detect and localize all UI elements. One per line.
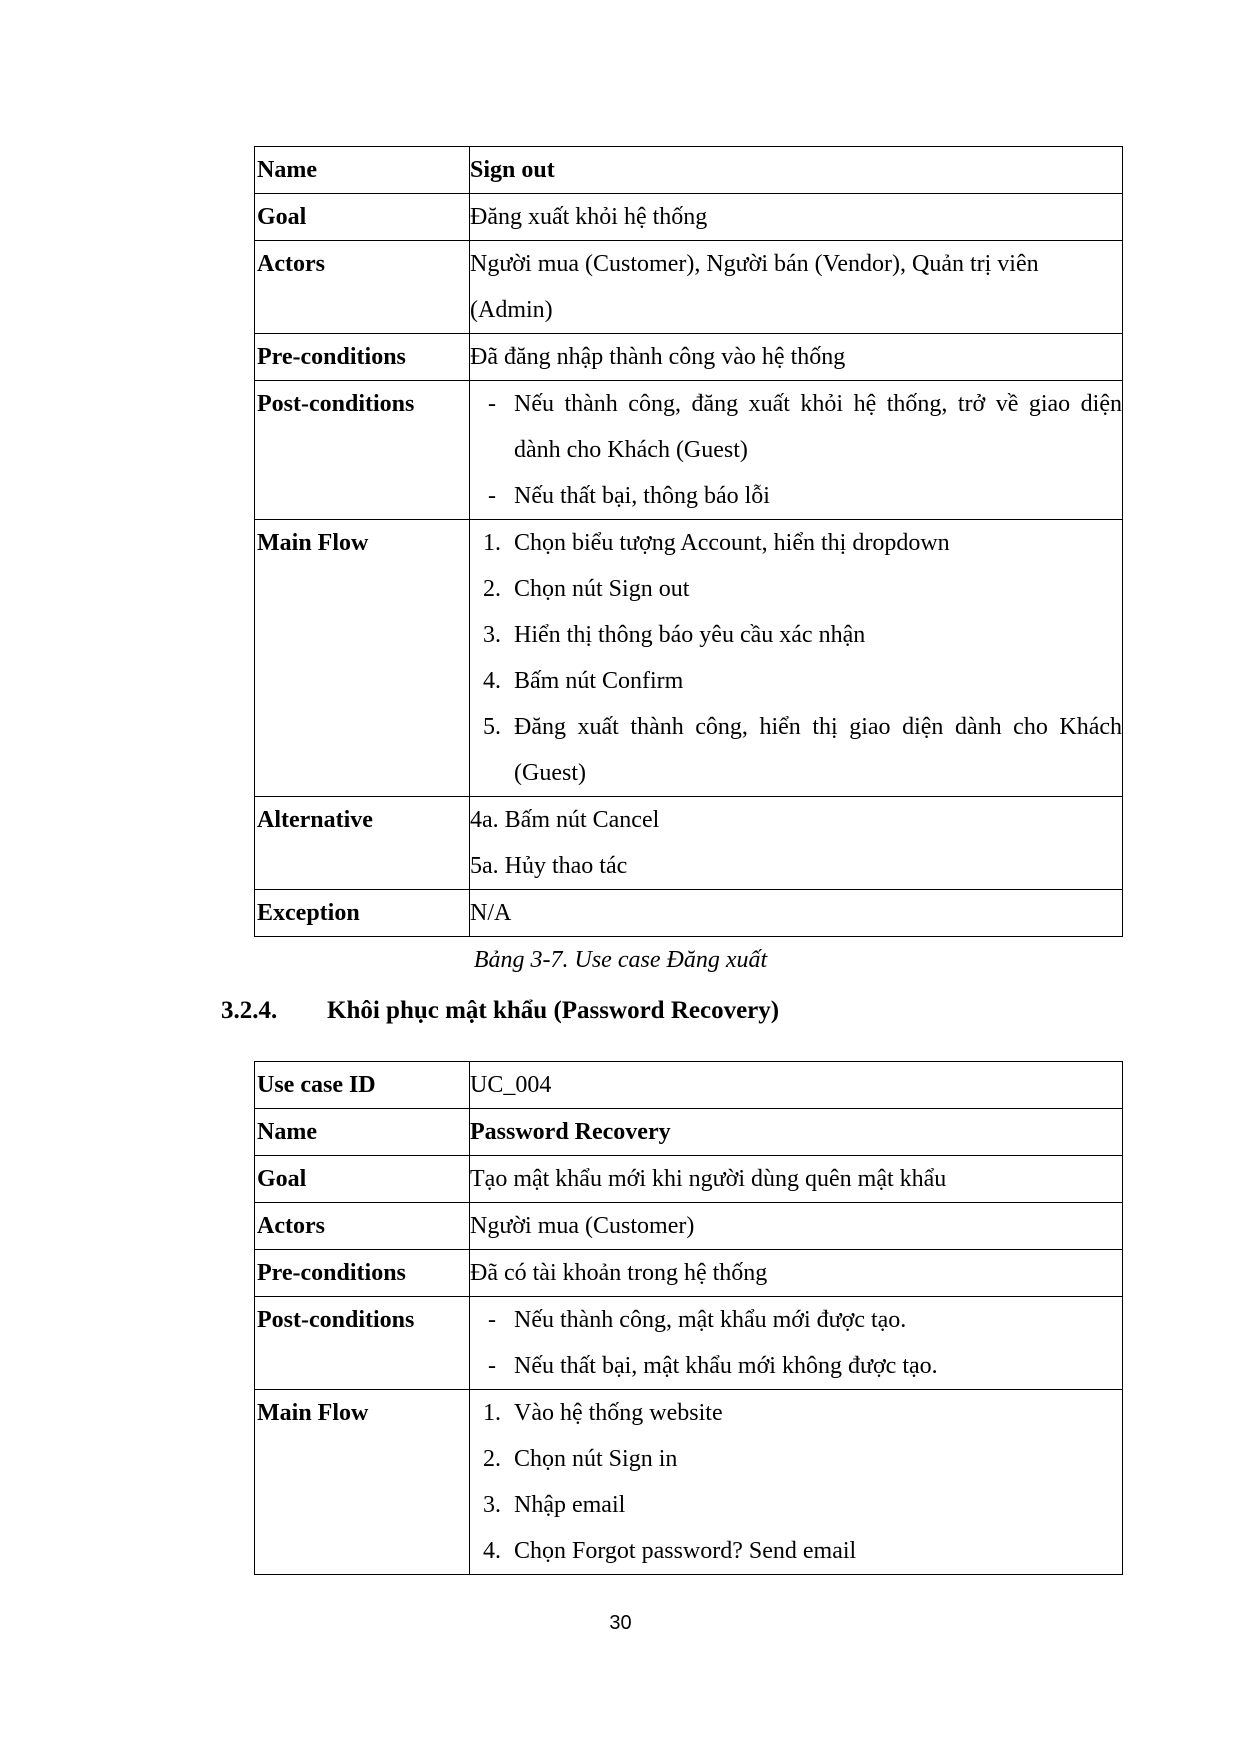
list-text: Nhập email bbox=[514, 1492, 626, 1518]
list-item bbox=[470, 566, 1122, 612]
row-label: Main Flow bbox=[255, 1390, 470, 1575]
list-item: 4a. Bấm nút Cancel bbox=[470, 807, 660, 833]
section-heading bbox=[221, 996, 779, 1026]
row-label: Main Flow bbox=[255, 520, 470, 797]
alternative-list bbox=[470, 797, 1123, 890]
row-label: Goal bbox=[255, 1156, 470, 1203]
table-caption: Bảng 3-7. Use case Đăng xuất bbox=[473, 947, 768, 973]
main-flow-list bbox=[470, 1390, 1123, 1575]
row-label: Name bbox=[255, 147, 470, 194]
list-text: Đăng xuất thành công, hiển thị giao diện dành cho Khách (Guest) bbox=[514, 714, 1122, 786]
actors-value: Người mua (Customer) bbox=[470, 1203, 1123, 1250]
table-row bbox=[255, 334, 1123, 381]
list-text: Nếu thất bại, thông báo lỗi bbox=[514, 483, 770, 509]
list-marker: 4. bbox=[483, 668, 501, 694]
list-item: 5a. Hủy thao tác bbox=[470, 853, 628, 879]
list-marker: 2. bbox=[483, 576, 501, 602]
list-item bbox=[470, 1436, 1122, 1482]
list-marker: 1. bbox=[483, 1400, 501, 1426]
list-text: Vào hệ thống website bbox=[514, 1400, 723, 1426]
table-row bbox=[255, 1390, 1123, 1575]
table-row bbox=[255, 1250, 1123, 1297]
list-marker: 2. bbox=[483, 1446, 501, 1472]
use-case-name: Sign out bbox=[470, 147, 1123, 194]
use-case-table-password-recovery bbox=[254, 1061, 1123, 1575]
goal-value: Đăng xuất khỏi hệ thống bbox=[470, 194, 1123, 241]
list-item bbox=[470, 1343, 1122, 1389]
actors-value: Người mua (Customer), Người bán (Vendor), Quản trị viên (Admin) bbox=[470, 241, 1123, 334]
table-row bbox=[255, 890, 1123, 937]
list-marker: - bbox=[488, 1307, 496, 1333]
page-number: 30 bbox=[609, 1612, 632, 1634]
list-text: Hiển thị thông báo yêu cầu xác nhận bbox=[514, 622, 866, 648]
row-label: Exception bbox=[255, 890, 470, 937]
use-case-id-value: UC_004 bbox=[470, 1062, 1123, 1109]
table-row bbox=[255, 1203, 1123, 1250]
list-text: Chọn nút Sign in bbox=[514, 1446, 678, 1472]
row-label: Actors bbox=[255, 241, 470, 334]
row-label: Use case ID bbox=[255, 1062, 470, 1109]
list-item bbox=[470, 1482, 1122, 1528]
main-flow-list bbox=[470, 520, 1123, 797]
list-marker: 1. bbox=[483, 530, 501, 556]
list-text: Nếu thành công, đăng xuất khỏi hệ thống, trở về giao diện dành cho Khách (Guest) bbox=[514, 391, 1122, 463]
pre-conditions-value: Đã có tài khoản trong hệ thống bbox=[470, 1250, 1123, 1297]
row-label: Alternative bbox=[255, 797, 470, 890]
table-row bbox=[255, 194, 1123, 241]
post-conditions-list bbox=[470, 1297, 1123, 1390]
list-item bbox=[470, 1390, 1122, 1436]
table-row bbox=[255, 1062, 1123, 1109]
table-row bbox=[255, 241, 1123, 334]
goal-value: Tạo mật khẩu mới khi người dùng quên mật khẩu bbox=[470, 1156, 1123, 1203]
table-row bbox=[255, 1156, 1123, 1203]
list-text: Bấm nút Confirm bbox=[514, 668, 684, 694]
list-marker: - bbox=[488, 483, 496, 509]
table-row bbox=[255, 797, 1123, 890]
use-case-name: Password Recovery bbox=[470, 1109, 1123, 1156]
list-text: Chọn Forgot password? Send email bbox=[514, 1538, 857, 1564]
list-marker: - bbox=[488, 391, 496, 417]
list-item bbox=[470, 704, 1122, 796]
table-row bbox=[255, 1297, 1123, 1390]
table-row bbox=[255, 381, 1123, 520]
use-case-table-sign-out bbox=[254, 146, 1123, 937]
section-number: 3.2.4. bbox=[221, 997, 278, 1024]
list-marker: 3. bbox=[483, 622, 501, 648]
row-label: Pre-conditions bbox=[255, 334, 470, 381]
pre-conditions-value: Đã đăng nhập thành công vào hệ thống bbox=[470, 334, 1123, 381]
list-item bbox=[470, 381, 1122, 473]
row-label: Post-conditions bbox=[255, 381, 470, 520]
list-text: Chọn biểu tượng Account, hiển thị dropdown bbox=[514, 530, 950, 556]
list-text: Nếu thành công, mật khẩu mới được tạo. bbox=[514, 1307, 907, 1333]
list-marker: - bbox=[488, 1353, 496, 1379]
list-marker: 3. bbox=[483, 1492, 501, 1518]
list-item bbox=[470, 612, 1122, 658]
list-marker: 5. bbox=[483, 714, 501, 740]
list-item bbox=[470, 658, 1122, 704]
table-row bbox=[255, 147, 1123, 194]
row-label: Pre-conditions bbox=[255, 1250, 470, 1297]
row-label: Name bbox=[255, 1109, 470, 1156]
exception-value: N/A bbox=[470, 890, 1123, 937]
row-label: Goal bbox=[255, 194, 470, 241]
table-row bbox=[255, 520, 1123, 797]
list-text: Nếu thất bại, mật khẩu mới không được tạo. bbox=[514, 1353, 938, 1379]
row-label: Actors bbox=[255, 1203, 470, 1250]
post-conditions-list bbox=[470, 381, 1123, 520]
list-marker: 4. bbox=[483, 1538, 501, 1564]
row-label: Post-conditions bbox=[255, 1297, 470, 1390]
list-item bbox=[470, 520, 1122, 566]
list-item bbox=[470, 473, 1122, 519]
list-text: Chọn nút Sign out bbox=[514, 576, 690, 602]
list-item bbox=[470, 1528, 1122, 1574]
section-title: Khôi phục mật khẩu (Password Recovery) bbox=[327, 997, 780, 1024]
list-item bbox=[470, 1297, 1122, 1343]
table-row bbox=[255, 1109, 1123, 1156]
